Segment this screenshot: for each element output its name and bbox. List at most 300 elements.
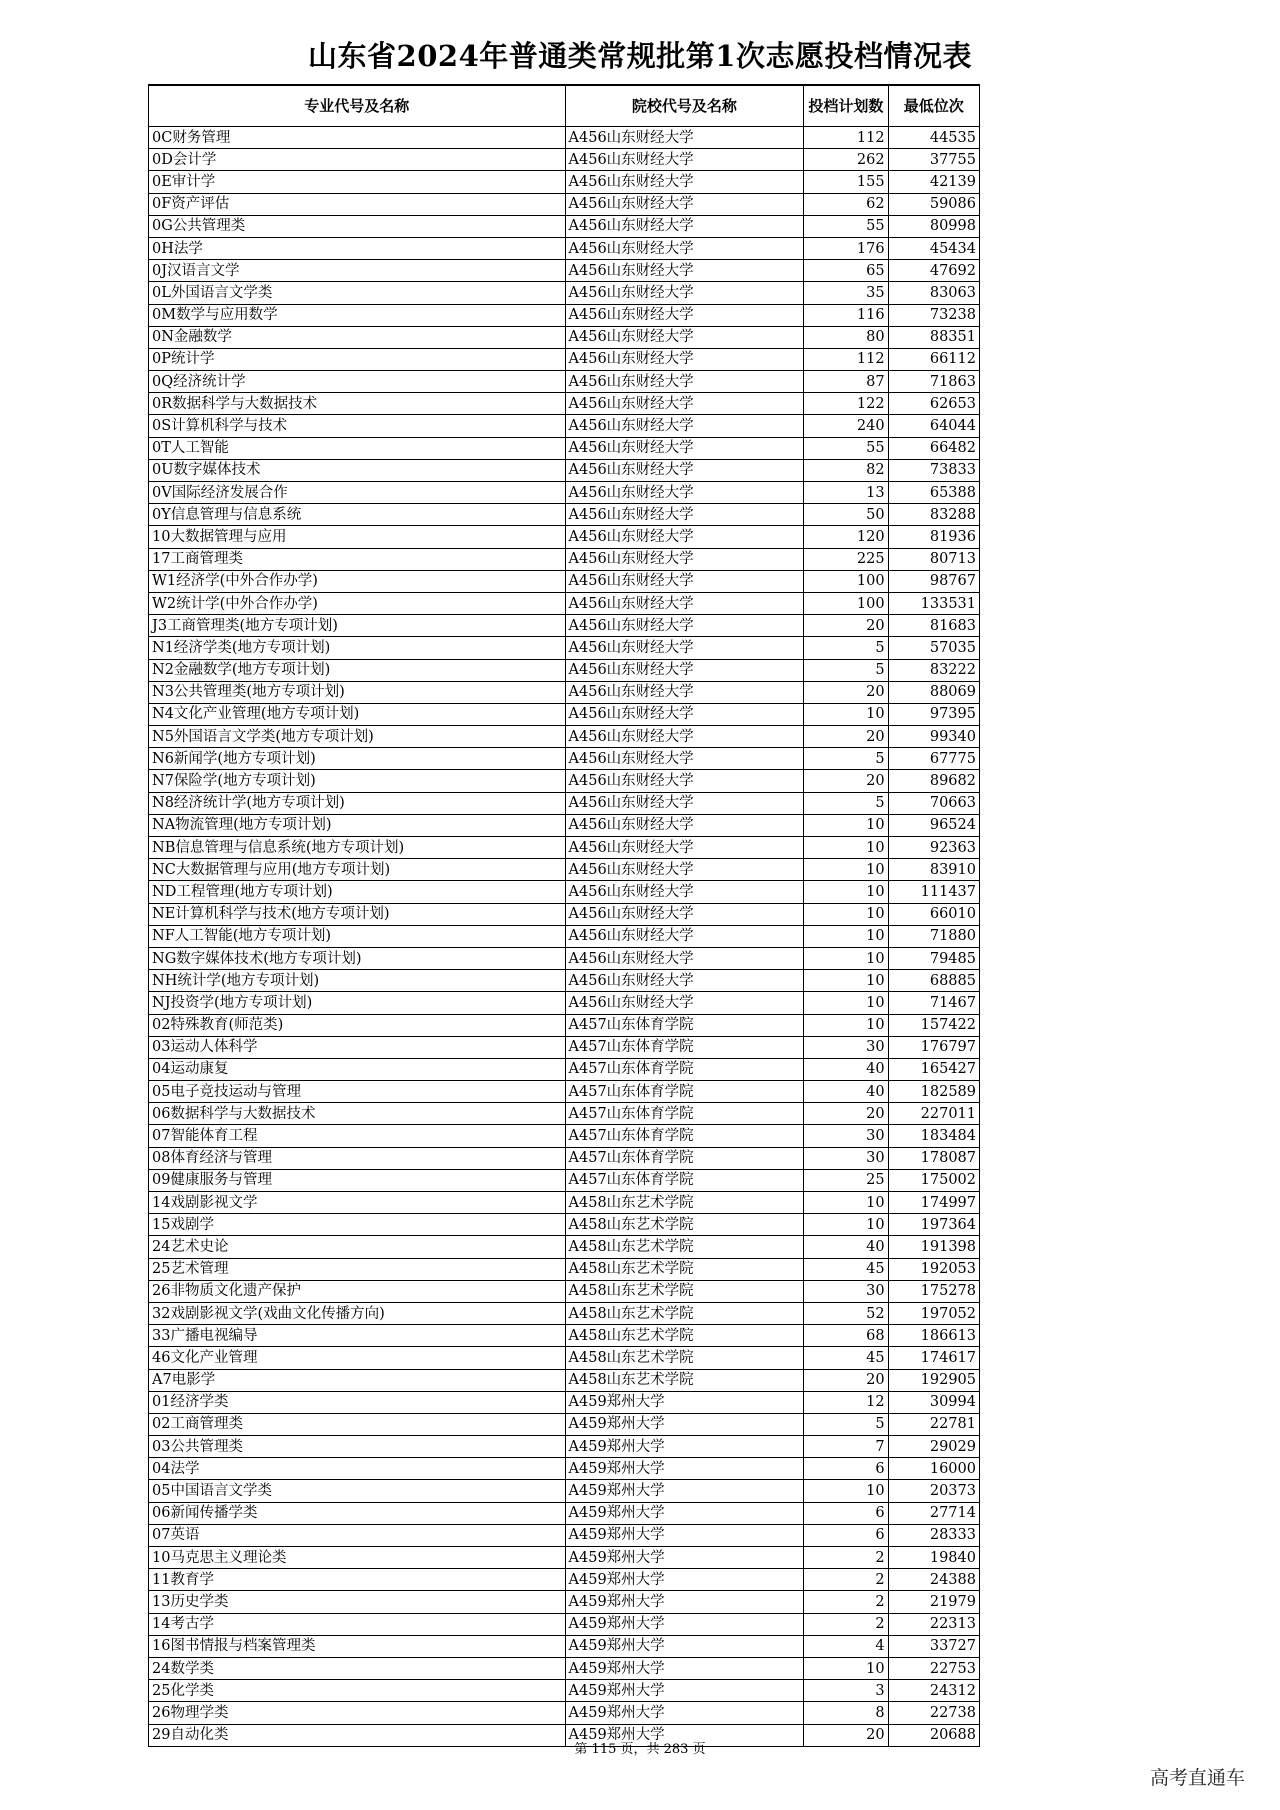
table-row — [149, 570, 980, 592]
school-cell: A459郑州大学 — [565, 1391, 804, 1413]
plan-count-cell: 35 — [804, 282, 888, 304]
min-rank-cell: 42139 — [888, 171, 979, 193]
plan-count-cell: 50 — [804, 504, 888, 526]
min-rank-cell: 133531 — [888, 592, 979, 614]
min-rank-cell: 29029 — [888, 1436, 979, 1458]
plan-count-cell: 240 — [804, 415, 888, 437]
table-row — [149, 925, 980, 947]
school-cell: A459郑州大学 — [565, 1413, 804, 1435]
major-cell: 05中国语言文学类 — [149, 1480, 566, 1502]
table-row — [149, 1680, 980, 1702]
school-cell: A457山东体育学院 — [565, 1081, 804, 1103]
min-rank-cell: 174617 — [888, 1347, 979, 1369]
table-row — [149, 1613, 980, 1635]
plan-count-cell: 6 — [804, 1458, 888, 1480]
plan-count-cell: 68 — [804, 1325, 888, 1347]
plan-count-cell: 10 — [804, 1480, 888, 1502]
plan-count-cell: 55 — [804, 437, 888, 459]
school-cell: A456山东财经大学 — [565, 348, 804, 370]
min-rank-cell: 192053 — [888, 1258, 979, 1280]
min-rank-cell: 111437 — [888, 881, 979, 903]
major-cell: N3公共管理类(地方专项计划) — [149, 681, 566, 703]
major-cell: 0C财务管理 — [149, 127, 566, 149]
school-cell: A458山东艺术学院 — [565, 1192, 804, 1214]
school-cell: A459郑州大学 — [565, 1458, 804, 1480]
table-header-row — [149, 85, 980, 127]
school-cell: A456山东财经大学 — [565, 592, 804, 614]
major-cell: 05电子竞技运动与管理 — [149, 1081, 566, 1103]
plan-count-cell: 112 — [804, 127, 888, 149]
min-rank-cell: 30994 — [888, 1391, 979, 1413]
min-rank-cell: 80713 — [888, 548, 979, 570]
min-rank-cell: 176797 — [888, 1036, 979, 1058]
table-row — [149, 482, 980, 504]
school-cell: A456山东财经大学 — [565, 171, 804, 193]
min-rank-cell: 73238 — [888, 304, 979, 326]
school-cell: A456山东财经大学 — [565, 637, 804, 659]
school-cell: A456山东财经大学 — [565, 703, 804, 725]
major-cell: NC大数据管理与应用(地方专项计划) — [149, 859, 566, 881]
table-row — [149, 1147, 980, 1169]
school-cell: A459郑州大学 — [565, 1480, 804, 1502]
plan-count-cell: 120 — [804, 526, 888, 548]
major-cell: 13历史学类 — [149, 1591, 566, 1613]
school-cell: A458山东艺术学院 — [565, 1258, 804, 1280]
plan-count-cell: 10 — [804, 814, 888, 836]
min-rank-cell: 165427 — [888, 1058, 979, 1080]
school-cell: A456山东财经大学 — [565, 570, 804, 592]
table-row — [149, 1014, 980, 1036]
school-cell: A456山东财经大学 — [565, 459, 804, 481]
table-row — [149, 1657, 980, 1679]
major-cell: 0N金融数学 — [149, 326, 566, 348]
table-row — [149, 1569, 980, 1591]
school-cell: A456山东财经大学 — [565, 837, 804, 859]
school-cell: A456山东财经大学 — [565, 415, 804, 437]
plan-count-cell: 52 — [804, 1302, 888, 1324]
school-cell: A456山东财经大学 — [565, 947, 804, 969]
major-cell: 25艺术管理 — [149, 1258, 566, 1280]
school-cell: A459郑州大学 — [565, 1680, 804, 1702]
major-cell: N5外国语言文学类(地方专项计划) — [149, 726, 566, 748]
major-cell: 0U数字媒体技术 — [149, 459, 566, 481]
major-cell: 10大数据管理与应用 — [149, 526, 566, 548]
min-rank-cell: 67775 — [888, 748, 979, 770]
school-cell: A458山东艺术学院 — [565, 1347, 804, 1369]
major-cell: NJ投资学(地方专项计划) — [149, 992, 566, 1014]
major-cell: NE计算机科学与技术(地方专项计划) — [149, 903, 566, 925]
plan-count-cell: 100 — [804, 592, 888, 614]
major-cell: 04运动康复 — [149, 1058, 566, 1080]
table-row — [149, 1325, 980, 1347]
table-row — [149, 659, 980, 681]
plan-count-cell: 10 — [804, 1214, 888, 1236]
plan-count-cell: 20 — [804, 770, 888, 792]
school-cell: A459郑州大学 — [565, 1635, 804, 1657]
school-cell: A456山东财经大学 — [565, 659, 804, 681]
plan-count-cell: 2 — [804, 1569, 888, 1591]
min-rank-cell: 22738 — [888, 1702, 979, 1724]
school-cell: A457山东体育学院 — [565, 1058, 804, 1080]
min-rank-cell: 45434 — [888, 237, 979, 259]
major-cell: 03公共管理类 — [149, 1436, 566, 1458]
min-rank-cell: 79485 — [888, 947, 979, 969]
plan-count-cell: 10 — [804, 1014, 888, 1036]
plan-count-cell: 40 — [804, 1236, 888, 1258]
min-rank-cell: 64044 — [888, 415, 979, 437]
plan-count-cell: 13 — [804, 482, 888, 504]
school-cell: A459郑州大学 — [565, 1702, 804, 1724]
school-cell: A456山东财经大学 — [565, 371, 804, 393]
table-row — [149, 1081, 980, 1103]
school-cell: A456山东财经大学 — [565, 925, 804, 947]
min-rank-cell: 59086 — [888, 193, 979, 215]
table-row — [149, 237, 980, 259]
table-row — [149, 637, 980, 659]
school-cell: A459郑州大学 — [565, 1613, 804, 1635]
table-row — [149, 348, 980, 370]
min-rank-cell: 178087 — [888, 1147, 979, 1169]
school-cell: A456山东财经大学 — [565, 881, 804, 903]
table-row — [149, 814, 980, 836]
table-row — [149, 1591, 980, 1613]
table-row — [149, 970, 980, 992]
min-rank-cell: 47692 — [888, 260, 979, 282]
school-cell: A456山东财经大学 — [565, 193, 804, 215]
table-row — [149, 1058, 980, 1080]
major-cell: N7保险学(地方专项计划) — [149, 770, 566, 792]
table-row — [149, 282, 980, 304]
major-cell: 03运动人体科学 — [149, 1036, 566, 1058]
plan-count-cell: 5 — [804, 659, 888, 681]
major-cell: 24数学类 — [149, 1657, 566, 1679]
min-rank-cell: 71467 — [888, 992, 979, 1014]
school-cell: A456山东财经大学 — [565, 482, 804, 504]
school-cell: A459郑州大学 — [565, 1569, 804, 1591]
plan-count-cell: 262 — [804, 149, 888, 171]
page-title: 山东省2024年普通类常规批第1次志愿投档情况表 — [308, 39, 972, 73]
school-cell: A458山东艺术学院 — [565, 1280, 804, 1302]
min-rank-cell: 44535 — [888, 127, 979, 149]
min-rank-cell: 157422 — [888, 1014, 979, 1036]
school-cell: A457山东体育学院 — [565, 1103, 804, 1125]
table-row — [149, 371, 980, 393]
min-rank-cell: 96524 — [888, 814, 979, 836]
major-cell: 24艺术史论 — [149, 1236, 566, 1258]
table-row — [149, 415, 980, 437]
min-rank-cell: 70663 — [888, 792, 979, 814]
major-cell: 14考古学 — [149, 1613, 566, 1635]
major-cell: ND工程管理(地方专项计划) — [149, 881, 566, 903]
table-row — [149, 1103, 980, 1125]
major-cell: 01经济学类 — [149, 1391, 566, 1413]
plan-count-cell: 112 — [804, 348, 888, 370]
school-cell: A459郑州大学 — [565, 1724, 804, 1746]
page-footer: 第 115 页，共 283 页 — [574, 1742, 706, 1757]
plan-count-cell: 10 — [804, 970, 888, 992]
school-cell: A456山东财经大学 — [565, 770, 804, 792]
min-rank-cell: 80998 — [888, 215, 979, 237]
school-cell: A456山东财经大学 — [565, 792, 804, 814]
plan-count-cell: 87 — [804, 371, 888, 393]
table-row — [149, 837, 980, 859]
school-cell: A459郑州大学 — [565, 1436, 804, 1458]
major-cell: 16图书情报与档案管理类 — [149, 1635, 566, 1657]
min-rank-cell: 83910 — [888, 859, 979, 881]
min-rank-cell: 57035 — [888, 637, 979, 659]
school-cell: A458山东艺术学院 — [565, 1325, 804, 1347]
major-cell: NH统计学(地方专项计划) — [149, 970, 566, 992]
plan-count-cell: 8 — [804, 1702, 888, 1724]
header-min-rank: 最低位次 — [888, 85, 979, 127]
plan-count-cell: 2 — [804, 1547, 888, 1569]
major-cell: 26非物质文化遗产保护 — [149, 1280, 566, 1302]
school-cell: A457山东体育学院 — [565, 1147, 804, 1169]
major-cell: NG数字媒体技术(地方专项计划) — [149, 947, 566, 969]
plan-count-cell: 30 — [804, 1036, 888, 1058]
major-cell: 0D会计学 — [149, 149, 566, 171]
plan-count-cell: 100 — [804, 570, 888, 592]
plan-count-cell: 10 — [804, 947, 888, 969]
major-cell: W1经济学(中外合作办学) — [149, 570, 566, 592]
school-cell: A456山东财经大学 — [565, 903, 804, 925]
table-row — [149, 903, 980, 925]
major-cell: 0G公共管理类 — [149, 215, 566, 237]
plan-count-cell: 45 — [804, 1258, 888, 1280]
min-rank-cell: 197364 — [888, 1214, 979, 1236]
table-body — [149, 127, 980, 1747]
plan-count-cell: 2 — [804, 1613, 888, 1635]
plan-count-cell: 55 — [804, 215, 888, 237]
table-row — [149, 1169, 980, 1191]
major-cell: N8经济统计学(地方专项计划) — [149, 792, 566, 814]
major-cell: 14戏剧影视文学 — [149, 1192, 566, 1214]
school-cell: A458山东艺术学院 — [565, 1236, 804, 1258]
plan-count-cell: 10 — [804, 881, 888, 903]
major-cell: W2统计学(中外合作办学) — [149, 592, 566, 614]
table-row — [149, 304, 980, 326]
major-cell: 0R数据科学与大数据技术 — [149, 393, 566, 415]
plan-count-cell: 10 — [804, 837, 888, 859]
min-rank-cell: 99340 — [888, 726, 979, 748]
plan-count-cell: 122 — [804, 393, 888, 415]
major-cell: 0M数学与应用数学 — [149, 304, 566, 326]
major-cell: 32戏剧影视文学(戏曲文化传播方向) — [149, 1302, 566, 1324]
school-cell: A457山东体育学院 — [565, 1169, 804, 1191]
plan-count-cell: 10 — [804, 903, 888, 925]
table-row — [149, 792, 980, 814]
school-cell: A459郑州大学 — [565, 1591, 804, 1613]
major-cell: A7电影学 — [149, 1369, 566, 1391]
table-row — [149, 1347, 980, 1369]
major-cell: N6新闻学(地方专项计划) — [149, 748, 566, 770]
major-cell: 04法学 — [149, 1458, 566, 1480]
school-cell: A456山东财经大学 — [565, 215, 804, 237]
table-row — [149, 1413, 980, 1435]
table-row — [149, 1524, 980, 1546]
major-cell: 25化学类 — [149, 1680, 566, 1702]
table-row — [149, 1236, 980, 1258]
plan-count-cell: 65 — [804, 260, 888, 282]
min-rank-cell: 182589 — [888, 1081, 979, 1103]
major-cell: 07智能体育工程 — [149, 1125, 566, 1147]
table-row — [149, 1502, 980, 1524]
major-cell: 33广播电视编导 — [149, 1325, 566, 1347]
table-row — [149, 1258, 980, 1280]
major-cell: 0P统计学 — [149, 348, 566, 370]
school-cell: A456山东财经大学 — [565, 615, 804, 637]
min-rank-cell: 83063 — [888, 282, 979, 304]
school-cell: A456山东财经大学 — [565, 149, 804, 171]
watermark-logo: 高考直通车 — [1150, 1767, 1246, 1789]
plan-count-cell: 10 — [804, 703, 888, 725]
plan-count-cell: 4 — [804, 1635, 888, 1657]
plan-count-cell: 5 — [804, 637, 888, 659]
major-cell: N2金融数学(地方专项计划) — [149, 659, 566, 681]
plan-count-cell: 155 — [804, 171, 888, 193]
plan-count-cell: 5 — [804, 792, 888, 814]
min-rank-cell: 174997 — [888, 1192, 979, 1214]
table-row — [149, 681, 980, 703]
table-row — [149, 1635, 980, 1657]
major-cell: 02工商管理类 — [149, 1413, 566, 1435]
table-row — [149, 149, 980, 171]
school-cell: A456山东财经大学 — [565, 393, 804, 415]
table-row — [149, 1480, 980, 1502]
table-row — [149, 947, 980, 969]
plan-count-cell: 10 — [804, 992, 888, 1014]
table-row — [149, 592, 980, 614]
min-rank-cell: 22781 — [888, 1413, 979, 1435]
major-cell: NF人工智能(地方专项计划) — [149, 925, 566, 947]
min-rank-cell: 175002 — [888, 1169, 979, 1191]
min-rank-cell: 24312 — [888, 1680, 979, 1702]
min-rank-cell: 88069 — [888, 681, 979, 703]
school-cell: A456山东财经大学 — [565, 504, 804, 526]
min-rank-cell: 175278 — [888, 1280, 979, 1302]
min-rank-cell: 71880 — [888, 925, 979, 947]
major-cell: 06新闻传播学类 — [149, 1502, 566, 1524]
admission-table — [148, 84, 980, 1747]
school-cell: A459郑州大学 — [565, 1657, 804, 1679]
plan-count-cell: 5 — [804, 748, 888, 770]
min-rank-cell: 20373 — [888, 1480, 979, 1502]
min-rank-cell: 89682 — [888, 770, 979, 792]
plan-count-cell: 82 — [804, 459, 888, 481]
school-cell: A456山东财经大学 — [565, 726, 804, 748]
major-cell: 46文化产业管理 — [149, 1347, 566, 1369]
table-row — [149, 703, 980, 725]
min-rank-cell: 81936 — [888, 526, 979, 548]
plan-count-cell: 10 — [804, 925, 888, 947]
table-row — [149, 1280, 980, 1302]
major-cell: 15戏剧学 — [149, 1214, 566, 1236]
school-cell: A456山东财经大学 — [565, 970, 804, 992]
plan-count-cell: 116 — [804, 304, 888, 326]
header-major: 专业代号及名称 — [149, 85, 566, 127]
plan-count-cell: 20 — [804, 681, 888, 703]
plan-count-cell: 10 — [804, 1657, 888, 1679]
school-cell: A458山东艺术学院 — [565, 1214, 804, 1236]
major-cell: J3工商管理类(地方专项计划) — [149, 615, 566, 637]
header-plan-count: 投档计划数 — [804, 85, 888, 127]
min-rank-cell: 16000 — [888, 1458, 979, 1480]
school-cell: A456山东财经大学 — [565, 237, 804, 259]
major-cell: NA物流管理(地方专项计划) — [149, 814, 566, 836]
plan-count-cell: 20 — [804, 1724, 888, 1746]
major-cell: 0V国际经济发展合作 — [149, 482, 566, 504]
major-cell: 0E审计学 — [149, 171, 566, 193]
plan-count-cell: 20 — [804, 1369, 888, 1391]
major-cell: 0J汉语言文学 — [149, 260, 566, 282]
major-cell: 0Q经济统计学 — [149, 371, 566, 393]
table-row — [149, 393, 980, 415]
major-cell: 10马克思主义理论类 — [149, 1547, 566, 1569]
major-cell: 09健康服务与管理 — [149, 1169, 566, 1191]
table-row — [149, 770, 980, 792]
school-cell: A456山东财经大学 — [565, 326, 804, 348]
major-cell: 06数据科学与大数据技术 — [149, 1103, 566, 1125]
major-cell: 0L外国语言文学类 — [149, 282, 566, 304]
school-cell: A457山东体育学院 — [565, 1014, 804, 1036]
table-row — [149, 1036, 980, 1058]
min-rank-cell: 73833 — [888, 459, 979, 481]
min-rank-cell: 71863 — [888, 371, 979, 393]
min-rank-cell: 62653 — [888, 393, 979, 415]
school-cell: A456山东财经大学 — [565, 260, 804, 282]
min-rank-cell: 92363 — [888, 837, 979, 859]
min-rank-cell: 186613 — [888, 1325, 979, 1347]
plan-count-cell: 12 — [804, 1391, 888, 1413]
min-rank-cell: 81683 — [888, 615, 979, 637]
min-rank-cell: 83288 — [888, 504, 979, 526]
plan-count-cell: 62 — [804, 193, 888, 215]
min-rank-cell: 97395 — [888, 703, 979, 725]
min-rank-cell: 27714 — [888, 1502, 979, 1524]
table-row — [149, 1369, 980, 1391]
min-rank-cell: 28333 — [888, 1524, 979, 1546]
plan-count-cell: 2 — [804, 1591, 888, 1613]
plan-count-cell: 225 — [804, 548, 888, 570]
min-rank-cell: 22313 — [888, 1613, 979, 1635]
plan-count-cell: 176 — [804, 237, 888, 259]
major-cell: N4文化产业管理(地方专项计划) — [149, 703, 566, 725]
school-cell: A456山东财经大学 — [565, 127, 804, 149]
min-rank-cell: 65388 — [888, 482, 979, 504]
school-cell: A459郑州大学 — [565, 1547, 804, 1569]
table-row — [149, 193, 980, 215]
plan-count-cell: 10 — [804, 1192, 888, 1214]
plan-count-cell: 6 — [804, 1502, 888, 1524]
school-cell: A456山东财经大学 — [565, 548, 804, 570]
table-row — [149, 1391, 980, 1413]
school-cell: A458山东艺术学院 — [565, 1302, 804, 1324]
table-row — [149, 859, 980, 881]
header-school: 院校代号及名称 — [565, 85, 804, 127]
plan-count-cell: 6 — [804, 1524, 888, 1546]
table-row — [149, 526, 980, 548]
plan-count-cell: 20 — [804, 1103, 888, 1125]
school-cell: A456山东财经大学 — [565, 282, 804, 304]
major-cell: NB信息管理与信息系统(地方专项计划) — [149, 837, 566, 859]
plan-count-cell: 80 — [804, 326, 888, 348]
min-rank-cell: 66010 — [888, 903, 979, 925]
school-cell: A459郑州大学 — [565, 1524, 804, 1546]
major-cell: 0F资产评估 — [149, 193, 566, 215]
table-row — [149, 1125, 980, 1147]
min-rank-cell: 227011 — [888, 1103, 979, 1125]
major-cell: 0T人工智能 — [149, 437, 566, 459]
